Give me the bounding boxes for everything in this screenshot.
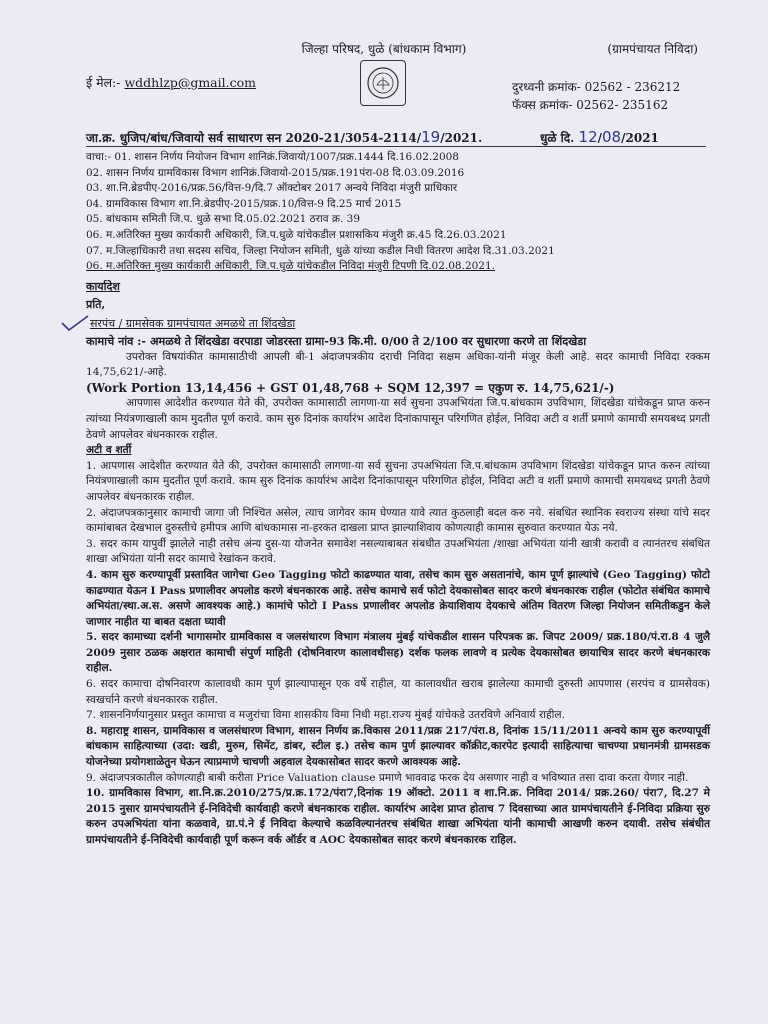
term-item: 8. महाराष्ट्र शासन, ग्रामविकास व जलसंधारण विभाग, शासन निर्णय क्र.विकास 2011/प्रक्र 217/पंरा.8, दिनांक 15/11/2011 अन्वये काम सुरु करण्यापूर्वी बांधकाम साहित्याच्या (उदा: खडी, मुरुम, सिमेंट, डांबर, स्टील इ.) तसेच काम पुर्ण झाल्यावर कॉक्रीट,कारपेट इत्यादी साहित्याचा चाचण्या प्रधानमंत्री ग्रामसडक योजनेच्या प्रयोगशाळेतुन घेऊन त्याप्रमाणे चाचणी अहवाल देयकासोबत सादर करणे आवश्यक आहे.	[86, 724, 710, 769]
date-prefix: धुळे दि.	[540, 131, 575, 145]
reference-item: 05. बांधकाम समिती जि.प. धुळे सभा दि.05.02.2021 ठराव क्र. 39	[86, 213, 361, 226]
order-title: कार्यादेश	[86, 280, 120, 293]
intro-paragraph-2: आपणास आदेशीत करण्यात येते की, उपरोक्त कामासाठी लागणा-या सर्व सुचना उपअभियंता जि.प.बांधकाम उपविभाग, शिंदखेडा यांचेकडून प्राप्त करुन त्यांच्या नियंत्रणाखाली काम मुदतीत पूर्ण करावे. काम सुरु दिनांक कार्यारंभ आदेश दिनांकापासून परिगणित होईल, निविदा अटी व शर्ती प्रमाणे कामाची समयबध्द प्रगती ठेवणे आपलेवर बंधनकारक राहील.	[86, 397, 710, 441]
seal-icon	[365, 65, 401, 101]
notice-type: (ग्रामपंचायत निविदा)	[607, 42, 698, 56]
pen-tick-mark-icon	[60, 314, 90, 332]
handwritten-outward-number: 19	[421, 128, 441, 146]
phone-number: दुरध्वनी क्रमांक- 02562 - 236212	[512, 80, 681, 94]
reference-item: 06. म.अतिरिक्त मुख्य कार्यकारी अधिकारी, जि.प.धुळे यांचेकडील प्रशासकिय मंजुरी क्र.45 दि.26.03.2021	[86, 228, 507, 241]
reference-item: 02. शासन निर्णय ग्रामविकास विभाग शानिक्रं.जिवायो-2015/प्रक्र.191पंरा-08 दि.03.09.2016	[86, 166, 465, 179]
term-item: 1. आपणास आदेशीत करण्यात येते की, उपरोक्त कामासाठी लागणा-या सर्व सुचना उपअभियंता जि.प.बांधकाम उपविभाग शिंदखेडा यांचेकडून प्राप्त करुन त्यांच्या नियंत्रणाखाली काम मुदतीत पूर्ण करावे. काम सुरु दिनांक कार्यारंभ आदेश दिनांकापासून परिगणित होईल, निविदा अटी व शर्ती प्रमाणे कामाची समयबध्द प्रगती ठेवणे आपलेवर बंधनकारक राहील.	[86, 459, 710, 503]
addressee: सरपंच / ग्रामसेवक ग्रामपंचायत अमळथे ता शिंदखेडा	[90, 317, 296, 330]
email-label: ई मेल:-	[86, 75, 121, 90]
terms-title: अटी व शर्ती	[86, 444, 132, 457]
reference-item: 03. शा.नि.ब्रेडपीए-2016/प्रक्र.56/वित्त-9/दि.7 ऑक्टोबर 2017 अन्वये निविदा मंजुरी प्राधिकार	[86, 182, 458, 195]
handwritten-day: 12	[578, 128, 598, 146]
intro-paragraph-1: उपरोक्त विषयांकीत कामासाठीची आपली बी-1 अंदाजपत्रकीय दराची निविदा सक्षम अधिका-यांनी मंजूर केली आहे. सदर कामाची निविदा रक्कम 14,75,621/-आहे.	[86, 350, 710, 379]
office-heading: जिल्हा परिषद, धुळे (बांधकाम विभाग)	[301, 42, 467, 56]
term-item: 7. शासननिर्णयानुसार प्रस्तुत कामाचा व मजुरांचा विमा शासकीय विमा निधी महा.राज्य मुंबई यांचेकडे उतरविणे अनिवार्य राहील.	[86, 709, 565, 722]
term-item: 3. सदर काम यापुर्वी झालेले नाही तसेच अंन्य दुस-या योजनेत समावेश नसल्याबाबत संबधीत उपअभियंता /शाखा अभियंता यांनी खात्री करावी व त्यानंतरच संबधित शाखा अभियंता यांनी सदर कामाचे रेखांकन करावे.	[86, 537, 710, 566]
email-line	[86, 74, 256, 91]
to-line: प्रति,	[86, 298, 106, 311]
handwritten-month: 08	[602, 128, 622, 146]
reference-suffix: /2021.	[440, 131, 483, 145]
term-item: 4. काम सुरु करण्यापूर्वी प्रस्तावित जागेचा Geo Tagging फोटो काढण्यात यावा, तसेच काम सुरु असतानांचे, काम पूर्ण झाल्यांचे (Geo Tagging) फोटो काढण्यात येऊन I Pass प्रणालीवर अपलोड करणे बंधनकारक आहे. तसेच कामाचे सर्व फोटो देयकासोबत सादर करणे बंधनकारक राहील (फोटोत संबंधित कामाचे अभियंता/स्था.अ.स. असणे आवश्यक आहे.) कामांचे फोटो I Pass प्रणालीवर अपलोड क्रेयाशिवाय देयकाचे अंतिम वितरण जिल्हा नियोजन समितीकडुन केले जाणार नाहीत या बाबत दक्षता घ्यावी	[86, 568, 710, 628]
work-portion: (Work Portion 13,14,456 + GST 01,48,768 + SQM 12,397 = एकुण रु. 14,75,621/-)	[86, 380, 615, 395]
divider	[86, 146, 706, 147]
term-item: 2. अंदाजपत्रकानुसार कामाची जागा जी निश्चित असेल, त्याच जागेवर काम घेण्यात यावे त्यात कुठलाही बदल करु नये. संबधित स्थानिक स्वराज्य संस्था यांचे सदर कामांबाबत देखभाल दुरुस्तीचे हमीपत्र आणि बांधकामास ना-हरकत दाखला प्राप्त झाल्याशिवाय कोणत्याही कामास सुरुवात करण्यात येऊ नये.	[86, 506, 710, 535]
reference-item: 07. म.जिल्हाधिकारी तथा सदस्य सचिव, जिल्हा नियोजन समिती, धुळे यांच्या कडील निधी वितरण आदेश दि.31.03.2021	[86, 244, 555, 257]
references-list	[86, 150, 555, 275]
contact-block	[512, 78, 680, 114]
fax-number: फॅक्स क्रमांक- 02562- 235162	[512, 98, 669, 112]
email-link[interactable]: wddhlzp@gmail.com	[124, 75, 256, 90]
reference-prefix: जा.क्र. धुजिप/बांध/जिवायो सर्व साधारण सन 2020-21/3054-2114/	[86, 131, 422, 145]
letter-body	[86, 334, 710, 849]
reference-item: 04. ग्रामविकास विभाग शा.नि.ब्रेडपीए-2015/प्रक्र.10/वित्त-9 दि.25 मार्च 2015	[86, 197, 402, 210]
term-item: 9. अंदाजपत्रकातील कोणत्याही बाबी करीता Price Valuation clause प्रमाणे भाववाढ फरक देय असणार नाही व भविष्यात तसा दावा करता येणार नाही.	[86, 771, 689, 784]
reference-number	[86, 128, 482, 146]
reference-item: 06. म.अतिरिक्त मुख्य कार्यकारी अधिकारी, जि.प.धुळे यांचेकडील निविदा मंजुरी टिपणी दि.02.08.2021.	[86, 260, 496, 273]
term-item: 6. सदर कामाचा दोषनिवारण कालावधी काम पूर्ण झाल्यापासून एक वर्षे राहील, या कालावधीत खराब झालेल्या कामाची दुरुस्ती आपणास (सरपंच व ग्रामसेवक) स्वखर्चाने करणे बंधनकारक राहील.	[86, 678, 710, 706]
term-item: 10. ग्रामविकास विभाग, शा.नि.क्र.2010/275/प्र.क्र.172/पंरा7,दिनांक 19 ऑक्टो. 2011 व शा.नि.क्र. निविदा 2014/ प्रक्र.260/ पंरा7, दि.27 मे 2015 नुसार ग्रामपंचायतीने ई-निविदेची कार्यवाही करणे बंधनकारक राहील. कार्यारंभ आदेश प्राप्त होताच 7 दिवसाच्या आत ग्रामपंचायतीने ई-निविदा प्रक्रिया सुरु करुन उपअभियंता यांना कळवावे, ग्रा.पं.ने ई निविदा केल्याचे कळविल्यानंतरच संबंधित शाखा अभियंता यांनी कामाची आखणी करुन दयावी. तसेच संबंधीत ग्रामपंचायतीने ई-निविदेची कार्यवाही पूर्ण करून वर्क ऑर्डर व AOC देयकासोबत सादर करणे बंधनकारक राहिल.	[86, 787, 710, 846]
work-name: कामाचे नांव :- अमळथे ते शिंदखेडा वरपाडा जोडरस्ता ग्रामा-93 कि.मी. 0/00 ते 2/100 वर सुधारणा करणे ता शिंदखेडा	[86, 334, 587, 348]
reference-item: वाचा:- 01. शासन निर्णय नियोजन विभाग शानिक्रं.जिवायो/1007/प्रक्र.1444 दि.16.02.2008	[86, 151, 459, 163]
term-item: 5. सदर कामाच्या दर्शनी भागासमोर ग्रामविकास व जलसंधारण विभाग मंत्रालय मुंबई यांचेकडील शासन परिपत्रक क्र. जिपट 2009/ प्रक्र.180/पं.रा.8 4 जुलै 2009 नुसार ठळक अक्षरात कामाची संपुर्ण माहिती (दोषनिवारण कालावधीसह) दर्शक फलक लावणे व प्रत्येक देयकासोबत छायाचित्र सादर करणे बंधनकारक राहील.	[86, 631, 710, 675]
reference-date: धुळे दि. 12/08/2021	[540, 128, 659, 146]
zp-seal-logo	[360, 60, 406, 106]
date-suffix: /2021	[621, 131, 659, 145]
